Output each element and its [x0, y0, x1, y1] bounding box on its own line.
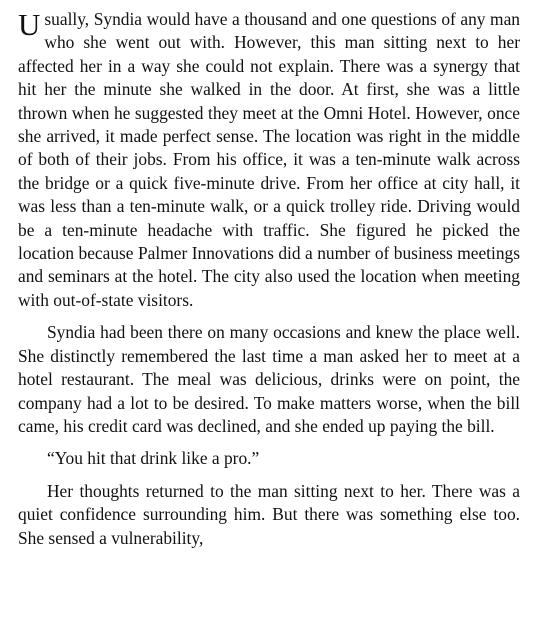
document-page [18, 8, 520, 550]
drop-cap: U [18, 7, 41, 42]
paragraph-1 [18, 8, 520, 312]
paragraph-3-dialogue: “You hit that drink like a pro.” [47, 448, 260, 469]
paragraph-1-text: sually, Syndia would have a thousand and one questions of any man who she went out with. However, this man sitting next to her affected her in a way she could not explain. There was a synergy that hit her the minute she walked in the door. At first, she was a little thrown when he suggested they meet at the Omni Hotel. However, once she arrived, it made perfect sense. The location was right in the middle of both of their jobs. From his office, it was a ten-minute walk across the bridge or a quick five-minute drive. From her office at city hall, it was less than a ten-minute walk, or a quick trolley ride. Driving would be a ten-minute headache with traffic. She figured he picked the location because Palmer Innovations did a number of business meetings and seminars at the hotel. The city also used the location when meeting with out-of-state visitors. [18, 9, 520, 310]
paragraph-4: Her thoughts returned to the man sitting next to her. There was a quiet confidence surrounding him. But there was something else too. She sensed a vulnerability, [18, 480, 520, 548]
paragraph-2: Syndia had been there on many occasions and knew the place well. She distinctly remembered the last time a man asked her to meet at a hotel restaurant. The meal was delicious, drinks were on point, the company had a lot to be desired. To make matters worse, when the bill came, his credit card was declined, and she ended up paying the bill. [18, 322, 520, 436]
